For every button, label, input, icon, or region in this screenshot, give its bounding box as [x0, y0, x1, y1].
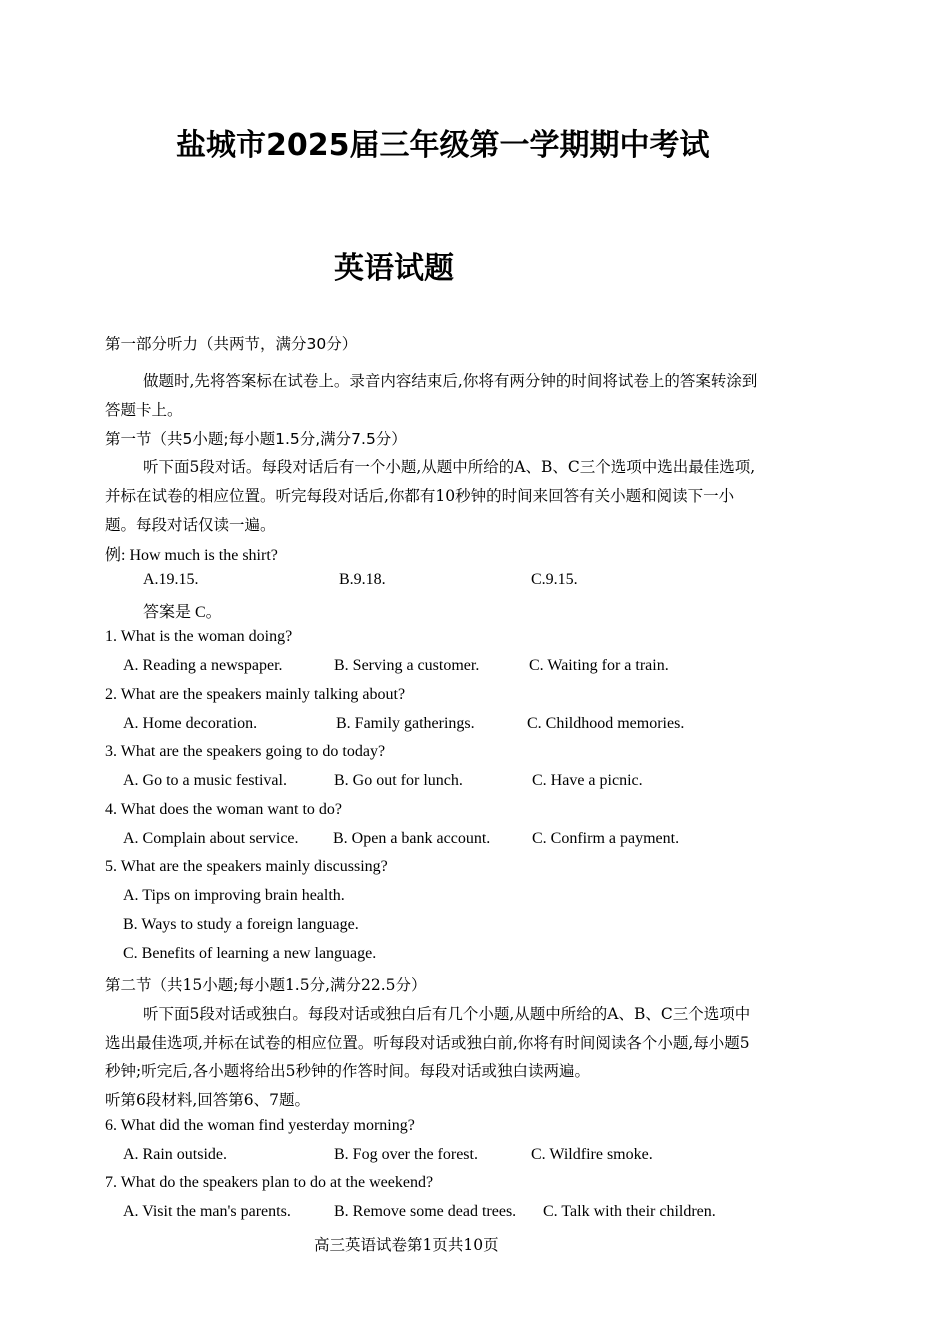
question-7-option-c: C. Talk with their children.: [543, 1203, 716, 1220]
question-7-option-a: A. Visit the man's parents.: [123, 1203, 291, 1220]
question-4-option-b: B. Open a bank account.: [333, 830, 491, 847]
question-2-option-c: C. Childhood memories.: [527, 715, 685, 732]
part1-heading: 第一部分听力（共两节，满分30分）: [105, 335, 358, 353]
question-6: 6. What did the woman find yesterday morning?: [105, 1117, 415, 1134]
section1-instruction-line-2: 并标在试卷的相应位置。听完每段对话后,你都有10秒钟的时间来回答有关小题和阅读下一小: [105, 487, 735, 505]
example-option-a: A.19.15.: [143, 571, 199, 588]
question-5: 5. What are the speakers mainly discussing?: [105, 858, 388, 875]
question-1-option-b: B. Serving a customer.: [334, 657, 480, 674]
question-1: 1. What is the woman doing?: [105, 628, 293, 645]
question-1-option-a: A. Reading a newspaper.: [123, 657, 283, 674]
section2-instruction-line-3: 秒钟;听完后,各小题将给出5秒钟的作答时间。每段对话或独白读两遍。: [105, 1062, 591, 1080]
question-3-option-a: A. Go to a music festival.: [123, 772, 287, 789]
question-3-option-c: C. Have a picnic.: [532, 772, 643, 789]
page-title: 盐城市2025届三年级第一学期期中考试: [176, 128, 710, 163]
question-7-option-b: B. Remove some dead trees.: [334, 1203, 517, 1220]
section2-instruction-line-1: 听下面5段对话或独白。每段对话或独白后有几个小题,从题中所给的A、B、C三个选项中: [143, 1005, 751, 1023]
instruction-line-1: 做题时,先将答案标在试卷上。录音内容结束后,你将有两分钟的时间将试卷上的答案转涂到: [143, 372, 758, 390]
question-3: 3. What are the speakers going to do today?: [105, 743, 386, 760]
section2-instruction-line-2: 选出最佳选项,并标在试卷的相应位置。听每段对话或独白前,你将有时间阅读各个小题,每小题5: [105, 1034, 750, 1052]
question-7: 7. What do the speakers plan to do at the weekend?: [105, 1174, 434, 1191]
section1-instruction-line-1: 听下面5段对话。每段对话后有一个小题,从题中所给的A、B、C三个选项中选出最佳选项,: [143, 458, 756, 476]
section1-heading: 第一节（共5小题;每小题1.5分,满分7.5分）: [105, 430, 407, 448]
question-2: 2. What are the speakers mainly talking about?: [105, 686, 406, 703]
question-3-option-b: B. Go out for lunch.: [334, 772, 463, 789]
question-4-option-a: A. Complain about service.: [123, 830, 299, 847]
example-option-b: B.9.18.: [339, 571, 386, 588]
example-question: 例: How much is the shirt?: [105, 547, 278, 564]
question-6-option-c: C. Wildfire smoke.: [531, 1146, 653, 1163]
question-2-option-b: B. Family gatherings.: [336, 715, 475, 732]
page-subtitle: 英语试题: [334, 251, 454, 286]
question-6-option-b: B. Fog over the forest.: [334, 1146, 478, 1163]
section2-heading: 第二节（共15小题;每小题1.5分,满分22.5分）: [105, 976, 427, 994]
page-footer: 高三英语试卷第1页共10页: [314, 1236, 499, 1254]
question-4-option-c: C. Confirm a payment.: [532, 830, 680, 847]
question-5-option-a: A. Tips on improving brain health.: [123, 887, 345, 904]
question-6-option-a: A. Rain outside.: [123, 1146, 227, 1163]
question-2-option-a: A. Home decoration.: [123, 715, 258, 732]
example-option-c: C.9.15.: [531, 571, 578, 588]
question-1-option-c: C. Waiting for a train.: [529, 657, 669, 674]
question-5-option-c: C. Benefits of learning a new language.: [123, 945, 377, 962]
instruction-line-2: 答题卡上。: [105, 401, 183, 419]
example-answer: 答案是 C。: [143, 604, 222, 621]
section1-instruction-line-3: 题。每段对话仅读一遍。: [105, 516, 276, 534]
material-note: 听第6段材料,回答第6、7题。: [105, 1091, 311, 1109]
question-4: 4. What does the woman want to do?: [105, 801, 342, 818]
question-5-option-b: B. Ways to study a foreign language.: [123, 916, 359, 933]
